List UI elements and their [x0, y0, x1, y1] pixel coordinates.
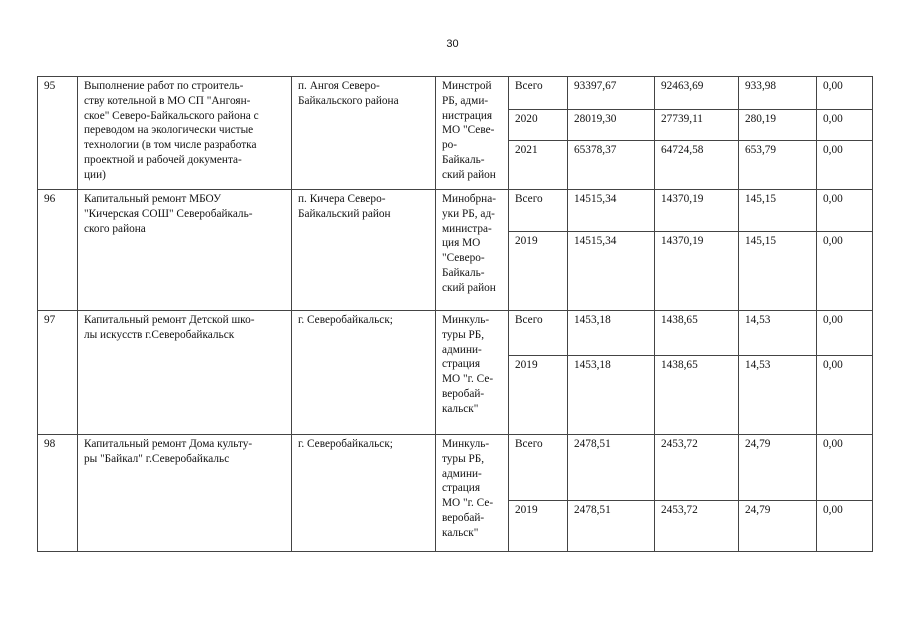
- other-amount: 0,00: [817, 232, 873, 311]
- federal-amount: 14370,19: [655, 232, 739, 311]
- table-row: [38, 311, 873, 356]
- federal-amount: 92463,69: [655, 77, 739, 110]
- total-amount: 2478,51: [568, 501, 655, 552]
- federal-amount: 1438,65: [655, 311, 739, 356]
- row-number: 96: [38, 190, 78, 311]
- federal-amount: 14370,19: [655, 190, 739, 232]
- row-number: 97: [38, 311, 78, 435]
- table-row: [38, 190, 873, 232]
- federal-amount: 2453,72: [655, 501, 739, 552]
- total-amount: 28019,30: [568, 110, 655, 141]
- federal-amount: 2453,72: [655, 435, 739, 501]
- program-table: [37, 76, 873, 552]
- local-amount: 14,53: [739, 356, 817, 435]
- table-row: [38, 435, 873, 501]
- other-amount: 0,00: [817, 77, 873, 110]
- year-cell: 2019: [509, 232, 568, 311]
- total-amount: 2478,51: [568, 435, 655, 501]
- total-amount: 93397,67: [568, 77, 655, 110]
- object-location: п. Ангоя Северо- Байкальского района: [292, 77, 436, 190]
- total-amount: 1453,18: [568, 356, 655, 435]
- local-amount: 933,98: [739, 77, 817, 110]
- responsible-party: Минстрой РБ, адми- нистрация МО "Севе- ро- Байкаль- ский район: [436, 77, 509, 190]
- object-location: п. Кичера Северо- Байкальский район: [292, 190, 436, 311]
- row-number: 95: [38, 77, 78, 190]
- year-cell: Всего: [509, 435, 568, 501]
- local-amount: 145,15: [739, 232, 817, 311]
- responsible-party: Минобрна- уки РБ, ад- министра- ция МО "Северо- Байкаль- ский район: [436, 190, 509, 311]
- year-cell: Всего: [509, 311, 568, 356]
- local-amount: 14,53: [739, 311, 817, 356]
- object-location: г. Северобайкальск;: [292, 435, 436, 552]
- other-amount: 0,00: [817, 435, 873, 501]
- object-location: г. Северобайкальск;: [292, 311, 436, 435]
- local-amount: 280,19: [739, 110, 817, 141]
- row-number: 98: [38, 435, 78, 552]
- local-amount: 653,79: [739, 141, 817, 190]
- year-cell: 2019: [509, 356, 568, 435]
- year-cell: 2019: [509, 501, 568, 552]
- page-number: 30: [446, 38, 459, 50]
- object-name: Капитальный ремонт Детской шко- лы искусств г.Северобайкальск: [78, 311, 292, 435]
- local-amount: 24,79: [739, 435, 817, 501]
- table-row: [38, 77, 873, 110]
- total-amount: 14515,34: [568, 190, 655, 232]
- responsible-party: Минкуль- туры РБ, админи- страция МО "г. Се- веробай- кальск": [436, 311, 509, 435]
- year-cell: Всего: [509, 190, 568, 232]
- other-amount: 0,00: [817, 141, 873, 190]
- other-amount: 0,00: [817, 311, 873, 356]
- responsible-party: Минкуль- туры РБ, админи- страция МО "г. Се- веробай- кальск": [436, 435, 509, 552]
- other-amount: 0,00: [817, 356, 873, 435]
- total-amount: 65378,37: [568, 141, 655, 190]
- total-amount: 14515,34: [568, 232, 655, 311]
- other-amount: 0,00: [817, 501, 873, 552]
- local-amount: 24,79: [739, 501, 817, 552]
- year-cell: Всего: [509, 77, 568, 110]
- object-name: Выполнение работ по строитель- ству котельной в МО СП "Ангоян- ское" Северо-Байкальского района с переводом на экологически чистые технологии (в том числе разработка проектной и рабочей документа- ции): [78, 77, 292, 190]
- year-cell: 2021: [509, 141, 568, 190]
- federal-amount: 64724,58: [655, 141, 739, 190]
- federal-amount: 1438,65: [655, 356, 739, 435]
- local-amount: 145,15: [739, 190, 817, 232]
- total-amount: 1453,18: [568, 311, 655, 356]
- object-name: Капитальный ремонт МБОУ "Кичерская СОШ" Северобайкаль- ского района: [78, 190, 292, 311]
- other-amount: 0,00: [817, 190, 873, 232]
- object-name: Капитальный ремонт Дома культу- ры "Байкал" г.Северобайкальс: [78, 435, 292, 552]
- federal-amount: 27739,11: [655, 110, 739, 141]
- year-cell: 2020: [509, 110, 568, 141]
- other-amount: 0,00: [817, 110, 873, 141]
